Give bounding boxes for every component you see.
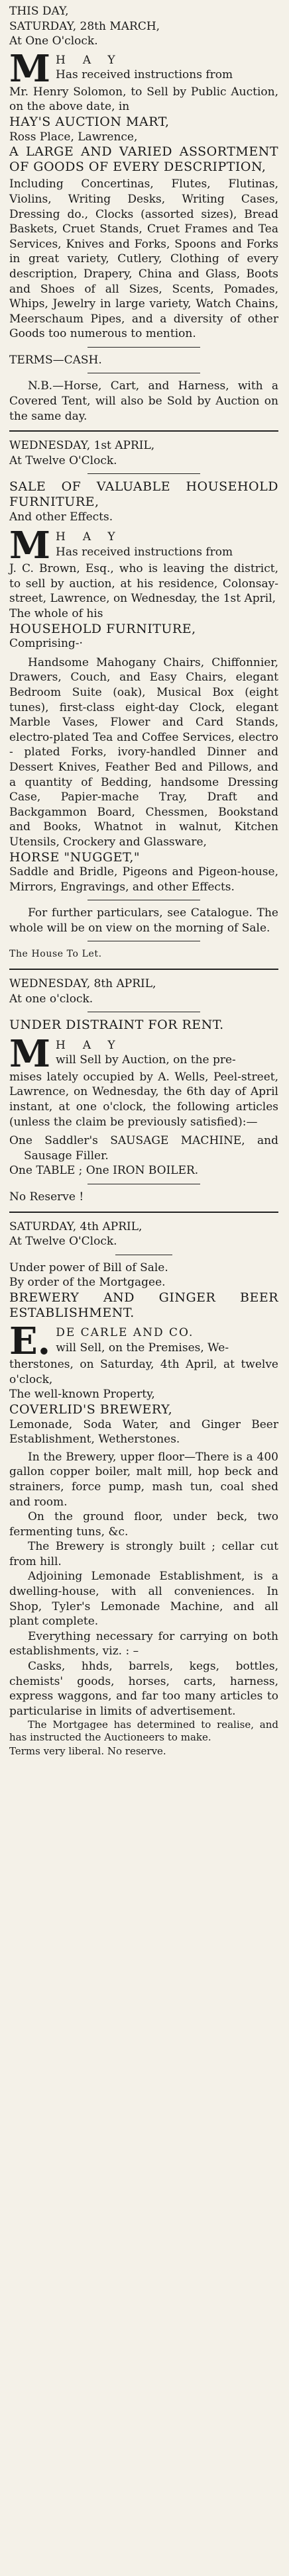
ad4-order: By order of the Mortgagee.	[9, 1276, 166, 1290]
ad1-headline: A LARGE AND VARIED ASSORTMENT OF GOODS OF EVERY DESCRIPTION,	[9, 144, 278, 174]
ad1-nb: N.B.—Horse, Cart, and Harness, with a Covered Tent, will also be Sold by Auction on the same day.	[9, 379, 278, 423]
divider-1	[9, 430, 278, 432]
ad4-establishments: Lemonade, Soda Water, and Ginger Beer Establishment, Wetherstones.	[9, 1417, 278, 1447]
ad1-body: Including Concertinas, Flutes, Flutinas, Violins, Writing Desks, Writing Cases, Dressing do., Clocks (assorted sizes), Bread Baskets, Cruet Stands, Cruet Frames and Tea Services, Knives and Forks, Spoons and Forks in great variety, Cutlery, Clothing of every description, Drapery, China and Glass, Boots and Shoes of all Sizes, Scents, Pomades, Whips, Jewelry in large variety, Watch Chains, Meerschaum Pipes, and a diversity of other Goods too numerous to mention.	[9, 177, 278, 341]
ad4-mortgagee: The Mortgagee has determined to realise, and has instructed the Auctioneers to make.	[9, 1719, 278, 1744]
ad2-comprising: Comprising-·	[9, 637, 83, 651]
ad1-dropcap: M	[9, 46, 50, 91]
ad2-date: WEDNESDAY, 1st APRIL,	[9, 439, 155, 453]
ad4-adjoining: Adjoining Lemonade Establishment, is a dwelling-house, with all conveniences. In Shop, Tyler's Lemonade Machine, and all plant complete.	[9, 1570, 278, 1629]
ad4-property: The well-known Property,	[9, 1388, 155, 1402]
ad2-saddle: Saddle and Bridle, Pigeons and Pigeon-house, Mirrors, Engravings, and other Effects.	[9, 865, 278, 894]
ad4-auctioneer-name: DE CARLE AND CO.	[56, 1326, 194, 1340]
ad4-casks: Casks, hhds, barrels, kegs, bottles, chemists' goods, horses, carts, harness, express waggons, and far too many articles to particularise in limits of advertisement.	[9, 1660, 278, 1718]
ad-household-furniture	[9, 438, 278, 962]
ad4-brewery-detail: In the Brewery, upper floor—There is a 400 gallon copper boiler, malt mill, hop beck and strainers, force pump, mash tun, coal shed and room.	[9, 1450, 278, 1509]
ad4-intro: will Sell, on the Premises, We-	[56, 1341, 229, 1355]
ad3-intro: will Sell by Auction, on the pre-	[56, 1053, 236, 1067]
ad1-time: At One O'clock.	[9, 34, 98, 48]
ad2-house-to-let: The House To Let.	[9, 949, 102, 960]
ad1-date: SATURDAY, 28th MARCH,	[9, 19, 160, 33]
ad1-venue: HAY'S AUCTION MART,	[9, 114, 170, 129]
ad4-strongly-built: The Brewery is strongly built ; cellar cut from hill.	[9, 1540, 278, 1568]
ad4-intro-cont: therstones, on Saturday, 4th April, at twelve o'clock,	[9, 1358, 278, 1386]
ad3-date: WEDNESDAY, 8th APRIL,	[9, 977, 156, 991]
ad1-auctioneer-header	[9, 46, 278, 91]
ad2-intro-cont: J. C. Brown, Esq., who is leaving the district, to sell by auction, at his residence, Colonsay-street, Lawrence, on Wednesday, the 1st April,	[9, 562, 278, 606]
ad-hays-auction-mart	[9, 4, 278, 424]
advertisement-column	[9, 4, 278, 1759]
ad1-intro-cont: Mr. Henry Solomon, to Sell by Public Auction, on the above date, in	[9, 85, 278, 114]
ad2-body: Handsome Mahogany Chairs, Chiffonnier, Drawers, Couch, and Easy Chairs, elegant Bedroom Suite (oak), Musical Box (eight tunes), first-class eight-day Clock, elegant Marble Vases, Flower and Card Stands, electro-plated Tea and Coffee Services, electro - plated Forks, ivory-handled Dinner and Dessert Knives, Feather Bed and Pillows, and a quantity of Bedding, handsome Dressing Case, Papier-mache Tray, Draft and Backgammon Board, Chessmen, Bookstand and Books, Whatnot in walnut, Kitchen Utensils, Crockery and Glassware,	[9, 655, 278, 849]
ad3-auctioneer-name: HAY	[56, 1038, 133, 1052]
ad4-brewery-name: COVERLID'S BREWERY,	[9, 1402, 173, 1417]
ad1-intro: Has received instructions from	[56, 68, 233, 82]
ad1-rule	[87, 347, 200, 348]
ad3-intro-cont: mises lately occupied by A. Wells, Peel-street, Lawrence, on Wednesday, the 6th day of April instant, at one o'clock, the following articles (unless the claim be previously satisfied):—	[9, 1070, 278, 1129]
ad3-auctioneer-header	[9, 1031, 278, 1076]
ad2-dropcap: M	[9, 524, 50, 568]
ad3-headline: UNDER DISTRAINT FOR RENT.	[9, 1018, 224, 1033]
ad2-rule	[87, 473, 200, 474]
divider-2	[9, 969, 278, 970]
ad2-household: HOUSEHOLD FURNITURE,	[9, 621, 196, 636]
ad4-time: At Twelve O'Clock.	[9, 1235, 117, 1249]
ad4-ground-floor: On the ground floor, under beck, two fermenting tuns, &c.	[9, 1510, 278, 1539]
ad4-auctioneer-header	[9, 1319, 278, 1364]
ad3-dropcap: M	[9, 1031, 50, 1076]
ad2-horse: HORSE "NUGGET,"	[9, 849, 141, 865]
ad3-item-2: One TABLE ; One IRON BOILER.	[9, 1164, 199, 1178]
ad4-dropcap: E.	[9, 1319, 51, 1364]
ad4-terms: Terms very liberal. No reserve.	[9, 1745, 166, 1758]
ad4-everything: Everything necessary for carrying on both establishments, viz. : –	[9, 1629, 278, 1658]
ad3-item-1: One Saddler's SAUSAGE MACHINE, and Sausage Filler.	[9, 1134, 278, 1163]
ad1-terms: TERMS—CASH.	[9, 353, 102, 367]
divider-3	[9, 1212, 278, 1213]
ad2-intro: Has received instructions from	[56, 545, 233, 559]
ad2-whole: The whole of his	[9, 607, 103, 620]
ad2-headline: SALE OF VALUABLE HOUSEHOLD FURNITURE,	[9, 479, 278, 510]
ad1-address: Ross Place, Lawrence,	[9, 130, 138, 144]
ad2-time: At Twelve O'Clock.	[9, 453, 117, 467]
ad4-headline: BREWERY AND GINGER BEER ESTABLISHMENT.	[9, 1290, 278, 1320]
ad2-particulars: For further particulars, see Catalogue. The whole will be on view on the morning of Sale.	[9, 906, 278, 935]
ad2-auctioneer-name: HAY	[56, 530, 133, 544]
ad1-auctioneer-name: HAY	[56, 53, 133, 67]
ad4-date: SATURDAY, 4th APRIL,	[9, 1219, 143, 1233]
ad4-bill: Under power of Bill of Sale.	[9, 1261, 168, 1274]
ad3-no-reserve: No Reserve !	[9, 1190, 84, 1204]
ad3-time: At one o'clock.	[9, 992, 93, 1006]
ad1-line-this-day: THIS DAY,	[9, 5, 69, 18]
ad-distraint	[9, 977, 278, 1205]
ad2-auctioneer-header	[9, 524, 278, 568]
ad-brewery	[9, 1219, 278, 1759]
ad2-subhead: And other Effects.	[9, 510, 113, 524]
